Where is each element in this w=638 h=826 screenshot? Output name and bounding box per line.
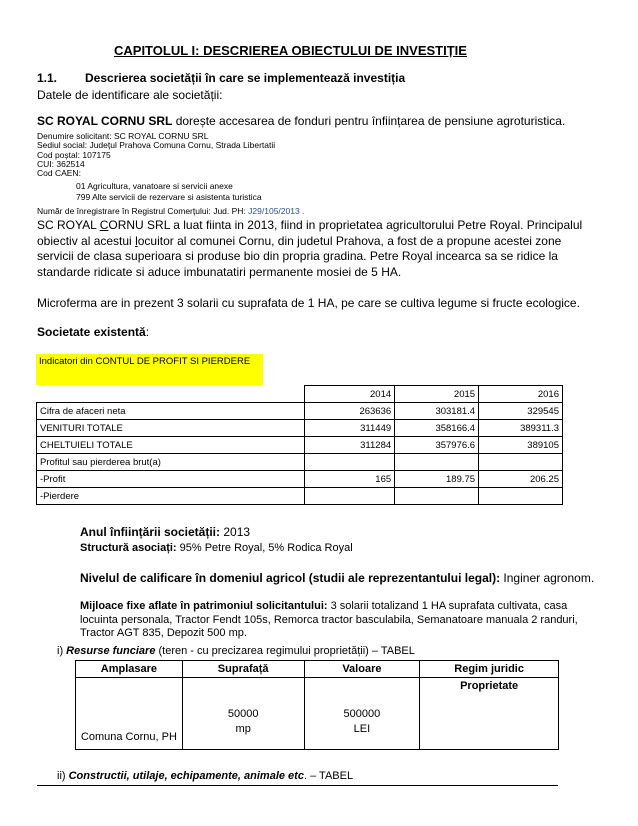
- registered-office: Sediul social: Județul Prahova Comuna Cornu, Strada Libertatii: [37, 140, 276, 150]
- cell-area: [182, 678, 304, 750]
- section-title: Descrierea societății în care se implementează investiția: [85, 71, 406, 85]
- constructions-title: Constructii, utilaje, echipamente, animale etc: [68, 770, 304, 782]
- caen-code-2: 799 Alte servicii de rezervare si asistenta turistica: [76, 192, 262, 202]
- cell-value: 165: [305, 471, 395, 488]
- value-amount: 500000: [343, 708, 381, 720]
- area-unit: mp: [235, 723, 251, 735]
- table-row: [37, 437, 563, 454]
- qualification-level: [80, 571, 594, 585]
- description-underlined-l: l: [135, 233, 138, 248]
- cell-value: 357976.6: [395, 437, 479, 454]
- cell-value: 189.75: [395, 471, 479, 488]
- cell-value: [395, 488, 479, 505]
- company-name: SC ROYAL CORNU SRL: [37, 114, 173, 128]
- row-label: VENITURI TOTALE: [37, 420, 305, 437]
- founding-label: Anul înființării societății:: [80, 525, 221, 539]
- land-header-row: [76, 661, 559, 678]
- constructions-rest: . – TABEL: [303, 770, 354, 782]
- cell-value: [305, 488, 395, 505]
- description-part-2: ORNU SRL a luat fiinta in 2013, fiind in proprietatea agricultorului Petre Royal. Principalul obiectiv al acestui: [37, 218, 583, 248]
- value-unit: LEI: [353, 723, 371, 735]
- fin-table-header: Indicatori din CONTUL DE PROFIT SI PIERDERE: [36, 354, 263, 385]
- table-row: [37, 403, 563, 420]
- row-label: Cifra de afaceri neta: [37, 403, 305, 420]
- table-row: [37, 488, 563, 505]
- table-row: [37, 420, 563, 437]
- shareholders-value: 95% Petre Royal, 5% Rodica Royal: [176, 542, 353, 554]
- fixed-assets-line-1: 3 solarii totalizand 1 HA suprafata cultivata, casa: [327, 600, 568, 612]
- year-2015: 2015: [395, 386, 479, 403]
- land-resources-table: [75, 660, 559, 750]
- description-underlined-c: C: [99, 218, 109, 232]
- registry-value: J29/105/2013 .: [248, 206, 305, 216]
- registry-number: [37, 206, 304, 216]
- fixed-assets-label: Mijloace fixe aflate în patrimoniul solicitantului:: [80, 600, 328, 612]
- col-legal-regime: Regim juridic: [420, 661, 559, 678]
- company-description: [37, 218, 592, 280]
- shareholder-structure: [80, 542, 353, 554]
- land-rest: (teren - cu precizarea regimului proprietății) – TABEL: [155, 645, 415, 657]
- col-location: Amplasare: [76, 661, 183, 678]
- cell-value: [395, 454, 479, 471]
- fin-empty-cell: [37, 386, 305, 403]
- founding-year: [80, 525, 250, 539]
- founding-value: 2013: [220, 525, 251, 539]
- row-label: Profitul sau pierderea brut(a): [37, 454, 305, 471]
- cell-value: 329545: [479, 403, 563, 420]
- cell-value: 263636: [305, 403, 395, 420]
- intro-text: dorește accesarea de fonduri pentru înființarea de pensiune agroturistica.: [172, 114, 566, 128]
- table-row: [37, 471, 563, 488]
- row-label: -Profit: [37, 471, 305, 488]
- caen-code-1: 01 Agricultura, vanatoare si servicii anexe: [76, 181, 233, 191]
- cell-value: 389311.3: [479, 420, 563, 437]
- constructions-prefix: ii): [57, 770, 69, 782]
- cell-value: [479, 454, 563, 471]
- col-area: Suprafață: [182, 661, 304, 678]
- fin-years-row: [37, 386, 563, 403]
- microferma-text: Microferma are in prezent 3 solarii cu suprafata de 1 HA, pe care se cultiva legume si fructe ecologice.: [37, 296, 580, 310]
- land-resources-heading: [57, 645, 415, 657]
- fixed-assets-line-2: locuinta personala, Tractor Fendt 105s, Remorca tractor basculabila, Semanatoare manuala 2 randuri,: [80, 613, 578, 626]
- cui: CUI: 362514: [37, 159, 85, 169]
- cell-location: Comuna Cornu, PH: [76, 678, 183, 750]
- cell-value: 358166.4: [395, 420, 479, 437]
- existing-company-label: [37, 325, 149, 339]
- cell-value: 311449: [305, 420, 395, 437]
- constructions-heading: [57, 770, 353, 782]
- land-title: Resurse funciare: [66, 645, 156, 657]
- cell-value: 206.25: [479, 471, 563, 488]
- cell-legal-regime: Proprietate: [420, 678, 559, 750]
- cell-value: [479, 488, 563, 505]
- land-prefix: i): [57, 645, 67, 657]
- col-value: Valoare: [304, 661, 420, 678]
- qualification-value: Inginer agronom.: [500, 571, 595, 585]
- description-part-1: SC ROYAL: [37, 218, 100, 232]
- fixed-assets-line-3: Tractor AGT 835, Depozit 500 mp.: [80, 627, 247, 639]
- row-label: -Pierdere: [37, 488, 305, 505]
- section-number: 1.1.: [37, 71, 58, 85]
- chapter-title: CAPITOLUL I: DESCRIEREA OBIECTULUI DE INVESTIȚIE: [114, 43, 467, 58]
- fixed-assets: [80, 600, 578, 641]
- year-2016: 2016: [479, 386, 563, 403]
- area-value: 50000: [227, 708, 259, 720]
- table-row: [37, 454, 563, 471]
- bottom-rule: [37, 785, 558, 786]
- existing-company-colon: :: [145, 325, 150, 339]
- applicant-name: Denumire solicitant: SC ROYAL CORNU SRL: [37, 131, 209, 141]
- shareholders-label: Structură asociați:: [80, 542, 177, 554]
- cell-value: [305, 454, 395, 471]
- row-label: CHELTUIELI TOTALE: [37, 437, 305, 454]
- cell-value: 311284: [305, 437, 395, 454]
- identification-label: Datele de identificare ale societății:: [37, 88, 223, 102]
- description-part-3: ocuitor al comunei Cornu, din judetul Prahova, a fost de a propune acestei zone servicii de clasa superioara si produse bio din propria gradina. Petre Royal incearca sa se ridice la standarde ridicate si aduce imbunatatiri permanente mosiei de 5 HA.: [37, 233, 562, 279]
- caen-label: Cod CAEN:: [37, 168, 81, 178]
- financial-table: [36, 385, 563, 505]
- existing-company-title: Societate existentă: [37, 325, 146, 339]
- registry-label: Număr de înregistrare în Registrul Comerțului: Jud. PH:: [37, 206, 249, 216]
- qualification-label: Nivelul de calificare în domeniul agricol (studii ale reprezentantului legal):: [80, 571, 501, 585]
- cell-value: 389105: [479, 437, 563, 454]
- year-2014: 2014: [305, 386, 395, 403]
- intro-line: [37, 114, 565, 128]
- cell-value: [304, 678, 420, 750]
- cell-value: 303181.4: [395, 403, 479, 420]
- postal-code: Cod poștal: 107175: [37, 150, 111, 160]
- table-row: [76, 678, 559, 750]
